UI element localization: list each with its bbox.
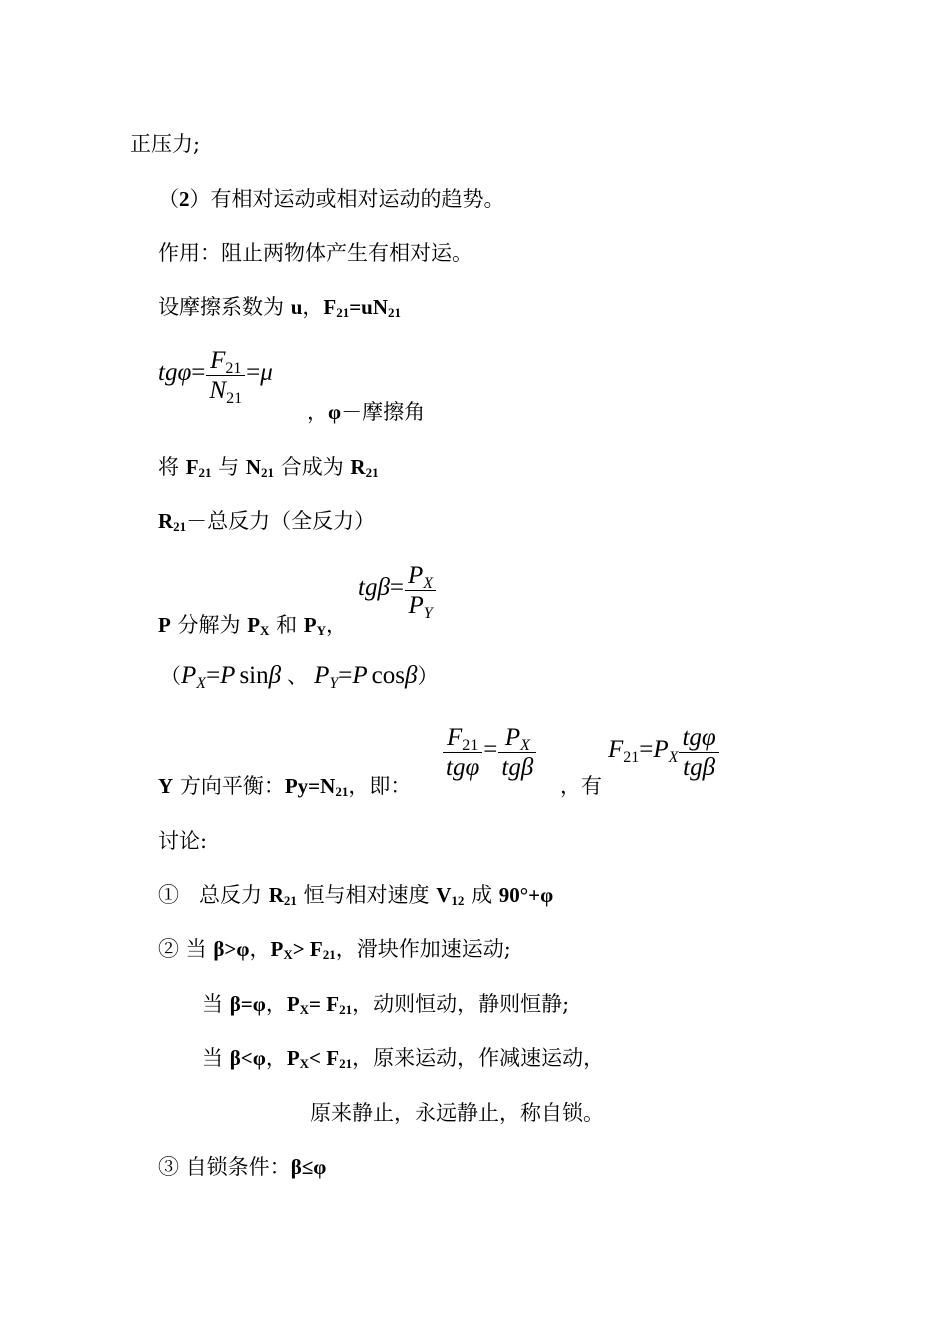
text-line-8: P 分解为 PX 和 PY， xyxy=(158,613,347,638)
equation-friction-angle: tgφ= $\frac{F21}{N21}$ =μ xyxy=(158,347,273,407)
text-line-15: 当 β<φ，PX< F21，原来运动，作减速运动， xyxy=(202,1046,605,1071)
fraction-f21-n21: $\frac{F21}{N21}$ xyxy=(206,348,245,403)
text-line-7: R21－总反力（全反力） xyxy=(158,509,376,534)
text-line-17: ③ 自锁条件：β≤φ xyxy=(158,1155,327,1179)
text-line-4: 设摩擦系数为 u，F21=uN21 xyxy=(158,295,402,320)
equation-f21-result: F21=PX $\frac{\text{tgφ}}{\text{tgβ}}$ xyxy=(608,725,720,780)
equation-force-components: （PX=P sinβ 、 PY=P cosβ） xyxy=(160,662,439,692)
text-line-11: 讨论: xyxy=(158,829,208,853)
text-line-3: 作用：阻止两物体产生有相对运。 xyxy=(158,241,473,265)
fraction-f21-tgphi: $\frac{F21}{\text{tgφ}}$ xyxy=(443,725,482,780)
fraction-px-py: $\frac{PX}{PY}$ xyxy=(405,563,436,618)
text-line-2: （2）有相对运动或相对运动的趋势。 xyxy=(158,187,505,211)
text-line-13: ② 当 β>φ，PX> F21，滑块作加速运动; xyxy=(158,937,511,962)
text-line-10-tail: ，有 xyxy=(560,774,602,798)
text-line-14: 当 β=φ，PX= F21，动则恒动，静则恒静; xyxy=(202,992,570,1017)
text-line-12: ① 总反力 R21 恒与相对速度 V12 成 90°+φ xyxy=(158,883,554,908)
text-line-1: 正压力; xyxy=(130,132,201,156)
equation-tg-beta: tgβ= $\frac{PX}{PY}$ xyxy=(358,563,437,618)
text-line-5-tail: ，φ－摩擦角 xyxy=(307,400,426,424)
fraction-tgphi-tgbeta: $\frac{\text{tgφ}}{\text{tgβ}}$ xyxy=(679,725,718,780)
text-line-16: 原来静止，永远静止，称自锁。 xyxy=(310,1101,604,1125)
fraction-px-tgbeta: $\frac{PX}{\text{tgβ}}$ xyxy=(498,725,536,780)
equation-y-balance: $\frac{F21}{\text{tgφ}}$ = $\frac{PX}{\text{tgβ}}$ xyxy=(442,725,537,780)
text-line-10: Y 方向平衡：Py=N21，即： xyxy=(158,774,412,799)
text-line-6: 将 F21 与 N21 合成为 R21 xyxy=(158,455,379,480)
